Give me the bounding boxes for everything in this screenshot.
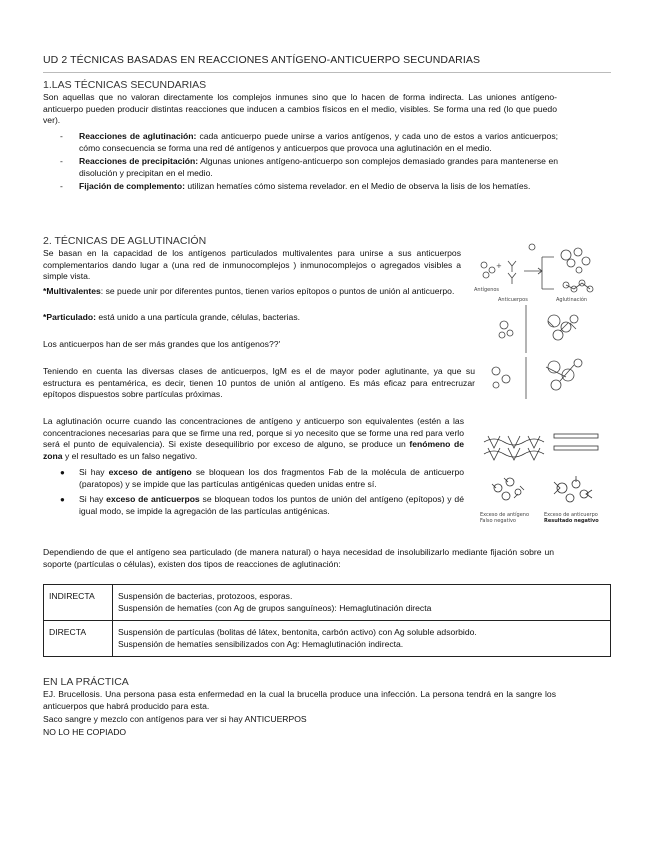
table-line: Suspensión de partículas (bolitas dé látex, bentonita, carbón activo) con Ag soluble adsorbido. (118, 627, 477, 638)
table-value-cell (113, 585, 611, 621)
secondary-techniques-list (60, 131, 558, 195)
figure-label: Falso negativo (480, 518, 516, 524)
table-row (44, 621, 611, 657)
particulate-definition (43, 312, 461, 324)
list-item: - Fijación de complemento: utilizan hematíes cómo sistema revelador. en el Medio de observa la lisis de los hematíes. (60, 181, 531, 192)
section-2-heading: 2. TÉCNICAS DE AGLUTINACIÓN (43, 235, 207, 247)
dependence-paragraph: Dependiendo de que el antígeno sea particulado (de manera natural) o haya necesidad de insolubilizarlo mediante fijación sobre un soporte (partículas o células), existen dos tipos de reacciones de aglutinación: (43, 547, 554, 569)
table-value-cell (113, 621, 611, 657)
zone-term: fenómeno de zona (43, 439, 464, 461)
item-text: utilizan hematíes cómo sistema revelador. en el Medio de observa la lisis de los hematíes. (185, 181, 531, 192)
zone-text-a: La aglutinación ocurre cuando las concentraciones de antígeno y anticuerpo son equivalentes (estén a las concentraciones necesarias para que se firme una red, porque si yo necesito que se forme una red para verlo será el punto de equivalencia). Si existe desequilibrio por exceso de alguno, se produce un (43, 416, 464, 450)
particulate-text: está unido a una partícula grande, células, bacterias. (96, 312, 301, 322)
multivalent-text: : se puede unir por diferentes puntos, tienen varios epítopos o puntos de unión al anticuerpo. (100, 286, 455, 296)
table-line: Suspensión de hematíes sensibilizados con Ag: Hemaglutinación indirecta. (118, 638, 404, 649)
section-1-heading: 1.LAS TÉCNICAS SECUNDARIAS (43, 79, 207, 91)
bullet-term: exceso de anticuerpos (106, 494, 200, 505)
list-item: ● Si hay exceso de antígeno se bloquean los dos fragmentos Fab de la molécula de anticuerpo (paratopos) y se impide que las partículas antigénicas queden unidas entre sí. (60, 467, 465, 489)
figure-label: Antígenos (474, 287, 500, 293)
excess-list (60, 467, 464, 521)
svg-text:+: + (496, 262, 502, 270)
table-row (44, 585, 611, 621)
igm-paragraph: Teniendo en cuenta las diversas clases de anticuerpos, IgM es el de mayor poder aglutinante, ya que su estructura es pentamérica, es decir, tienen 10 puntos de unión al antígeno. Es más eficaz para entrecruzar epítopos dispuestos sobre partículas próximas. (43, 366, 475, 400)
list-item: - Reacciones de aglutinación: cada anticuerpo puede unirse a varios antígenos, y cada uno de estos a varios anticuerpos; cómo consecuencia se forma una red dé antígenos y anticuerpos que provoca una aglutinación en el medio. (60, 131, 558, 153)
figure-label: Aglutinación (556, 297, 588, 303)
zone-phenomenon-figure (480, 432, 602, 524)
practice-heading: EN LA PRÁCTICA (43, 676, 129, 688)
agglutination-intro: Se basan en la capacidad de los antígenos particulados multivalentes para unirse a sus anticuerpos complementarios dando lugar a (una red de inmunocomplejos ) inmunocomplejos o agregados visibles a simple vista. (43, 248, 461, 282)
agglutination-types-table (43, 584, 611, 657)
agglutination-figure (474, 243, 602, 405)
bullet-pre: Si hay (79, 467, 109, 477)
practice-line: EJ. Brucellosis. Una persona pasa esta enfermedad en la cual la brucella produce una infección. La persona tendrá en la sangre los anticuerpos que habrá producido para esta. (43, 689, 556, 711)
table-key-cell: INDIRECTA (44, 585, 113, 621)
document-title: UD 2 TÉCNICAS BASADAS EN REACCIONES ANTÍGENO-ANTICUERPO SECUNDARIAS (43, 54, 611, 73)
zone-phenomenon-paragraph (43, 416, 464, 462)
multivalent-definition (43, 286, 461, 298)
figure-label: Anticuerpos (498, 297, 528, 303)
bullet-text: se bloquean los dos fragmentos Fab de la molécula de anticuerpo (paratopos) y se impide que las partículas antigénicas queden unidas entre sí. (79, 467, 465, 489)
item-text: Algunas uniones antígeno-anticuerpo son complejos demasiado grandes para mantenerse en disolución y precipitan en el medio. (79, 156, 558, 178)
particulate-term: *Particulado: (43, 312, 97, 322)
bullet-text: se bloquean todos los puntos de unión del antígeno (epítopos) y dé igual modo, se impide la agregación de las partículas antigénicas. (79, 494, 464, 516)
list-item: ● Si hay exceso de anticuerpos se bloquean todos los puntos de unión del antígeno (epítopos) y dé igual modo, se impide la agregación de las partículas antigénicas. (60, 494, 464, 516)
section-1-intro: Son aquellas que no valoran directamente los complejos inmunes sino que lo hacen de forma indirecta. Las uniones antígeno-anticuerpo pueden producir distintas reacciones que inducen a cambios físicos en el medio, visibles. Se forma una red (lo que puedo ver). (43, 92, 557, 126)
practice-line: NO LO HE COPIADO (43, 727, 127, 737)
item-text: cada anticuerpo puede unirse a varios antígenos, y cada uno de estos a varios anticuerpos; cómo consecuencia se forma una red dé antígenos y anticuerpos que provoca una aglutinación en el medio. (79, 131, 558, 153)
item-term: Fijación de complemento: (79, 181, 186, 192)
practice-line: Saco sangre y mezclo con antígenos para ver si hay ANTICUERPOS (43, 714, 307, 724)
figure-label: Exceso de antígeno (480, 512, 530, 518)
table-line: Suspensión de hematíes (con Ag de grupos sanguíneos): Hemaglutinación directa (118, 602, 432, 613)
bullet-pre: Si hay (79, 494, 107, 505)
zone-text-b: y el resultado es un falso negativo. (62, 450, 198, 461)
table-key-cell: DIRECTA (44, 621, 113, 657)
figure-label: Resultado negativo (544, 518, 599, 524)
list-item: - Reacciones de precipitación: Algunas uniones antígeno-anticuerpo son complejos demasiado grandes para mantenerse en disolución y precipitan en el medio. (60, 156, 558, 178)
item-term: Reacciones de precipitación: (79, 156, 199, 167)
table-line: Suspensión de bacterias, protozoos, esporas. (118, 591, 293, 601)
question-line: Los anticuerpos han de ser más grandes que los antígenos??' (43, 339, 281, 349)
figure-label: Exceso de anticuerpo (544, 512, 598, 518)
bullet-term: exceso de antígeno (108, 467, 192, 477)
zone-phenomenon-diagram (480, 432, 602, 524)
multivalent-term: *Multivalentes (43, 286, 101, 296)
item-term: Reacciones de aglutinación: (79, 131, 197, 141)
agglutination-diagram (474, 243, 602, 405)
